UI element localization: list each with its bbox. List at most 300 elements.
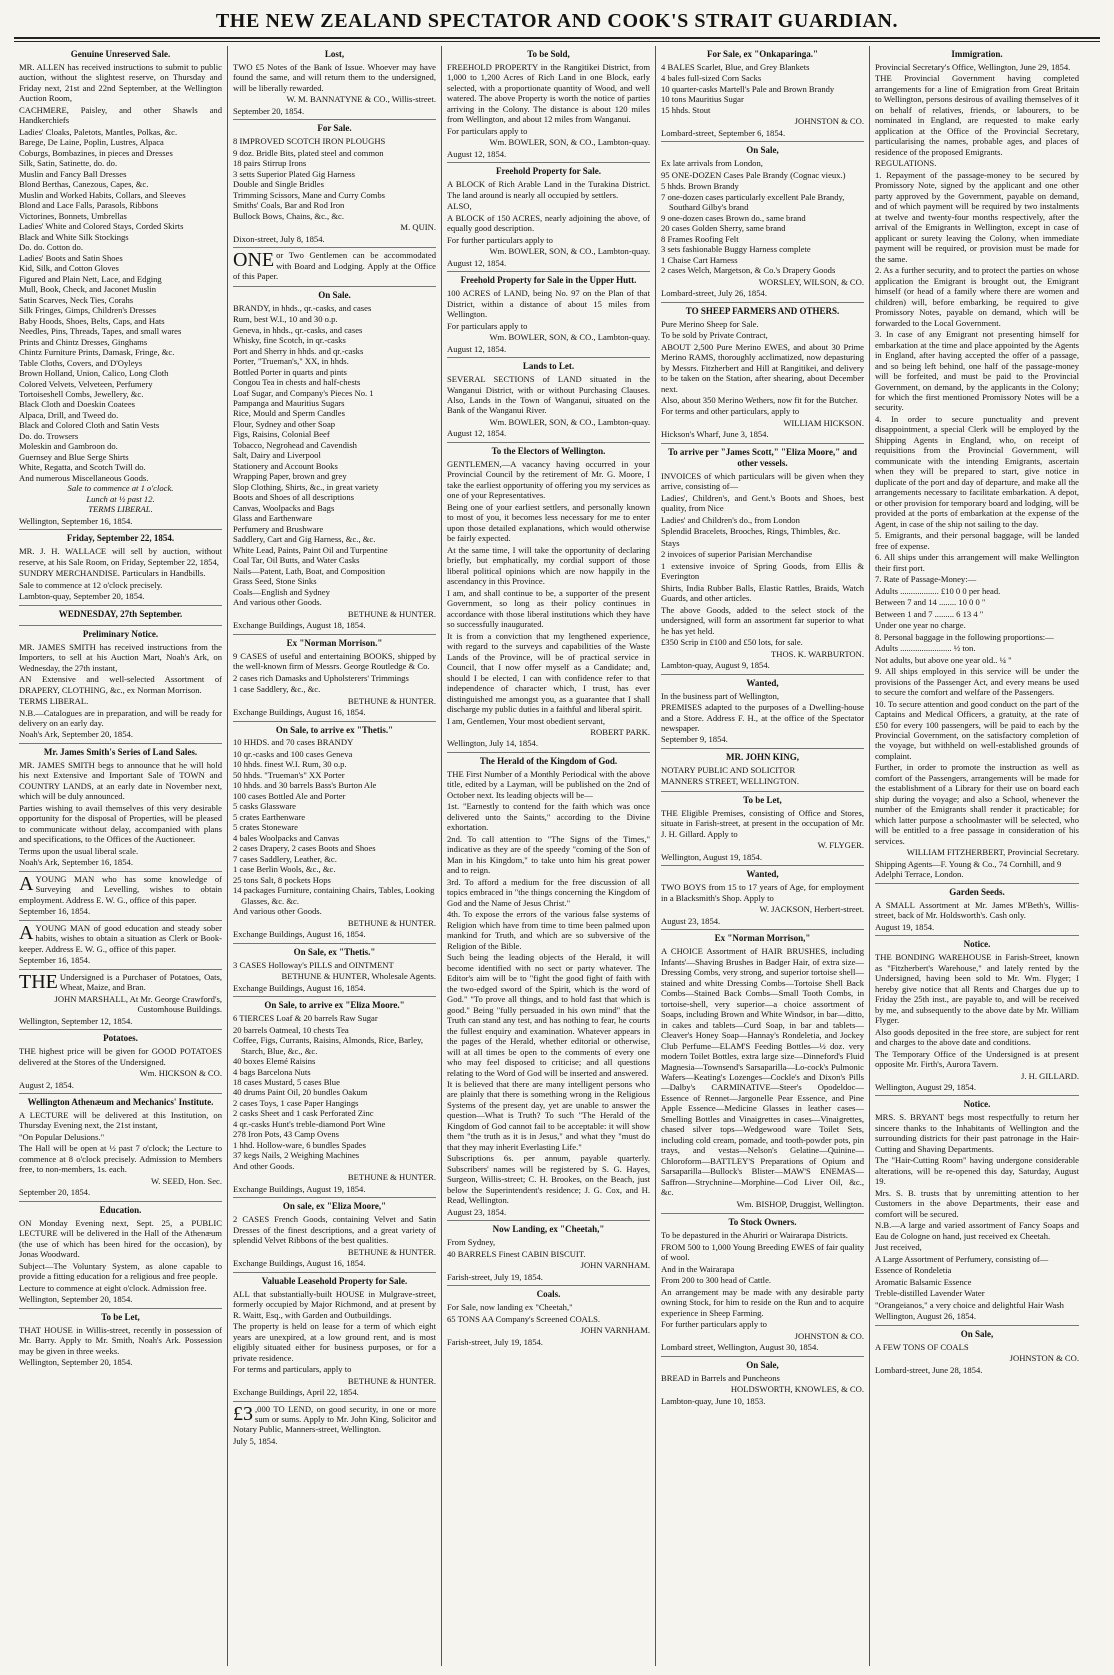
ad-paragraph: THE Undersigned is a Purchaser of Potatoes, Oats, Wheat, Maize, and Bran. <box>19 970 222 993</box>
ad-heading: Ex "Norman Morrison." <box>286 637 383 648</box>
ad-heading: On Sale. <box>318 289 351 300</box>
ad-date: Exchange Buildings, April 22, 1854. <box>233 1387 359 1398</box>
ad-paragraph: For further particulars apply to <box>661 1319 767 1330</box>
ad-list-item: Victorines, Bonnets, Umbrellas <box>19 210 127 221</box>
advertisement <box>19 1094 222 1202</box>
ad-date: Exchange Buildings, August 19, 1854. <box>233 1183 366 1194</box>
ad-heading: The Herald of the Kingdom of God. <box>479 755 618 766</box>
ad-signature: JOHNSTON & CO. <box>794 1330 864 1341</box>
advertisement <box>661 675 864 749</box>
ad-list-item: Silk, Satin, Satinette, do. do. <box>19 158 118 169</box>
advertisement <box>447 163 650 272</box>
ad-list-item: 10 hhds. and 30 barrels Bass's Burton Ale <box>233 780 377 791</box>
ad-paragraph: Not adults, but above one year old.. ¼ " <box>875 654 1012 665</box>
ad-list-item: Canvas, Woolpacks and Bags <box>233 502 335 513</box>
ad-paragraph: 2. As a further security, and to protect the parties on whose application the Emigrant is brought out, the Emigrant himself (or head of a family where there are women and children) will, before embarking, be required to give Promissory Notes, payable on demand, which will be forwarded to the Local Government. <box>875 265 1079 328</box>
ad-list-item: 4 bales full-sized Corn Sacks <box>661 73 762 84</box>
advertisement <box>661 46 864 142</box>
ad-date: Lombard-street, September 6, 1854. <box>661 127 786 138</box>
ad-list-item: Baby Hoods, Shoes, Belts, Caps, and Hats <box>19 315 165 326</box>
ad-paragraph: A SMALL Assortment at Mr. James M'Beth's, Willis-street, back of Mr. Holdsworth's. Cash only. <box>875 899 1079 921</box>
advertisement <box>875 884 1079 936</box>
ad-paragraph: THE Provincial Government having completed arrangements for a line of Emigration from Great Britain to Wellington, persons desirous of availing themselves of it on behalf of relatives, friends, or labourers, to be nominated in England, are requested to make early application at the Office of the Provincial Secretary, particularising the names, probable ages, and places of residence of the proposed Emigrants. <box>875 73 1079 157</box>
ad-paragraph: 6 TIERCES Loaf & 20 barrels Raw Sugar <box>233 1013 378 1024</box>
ad-paragraph: ONE or Two Gentlemen can be accommodated with Board and Lodging. Apply at the Office of this Paper. <box>233 249 436 282</box>
drop-cap: ONE <box>233 249 275 272</box>
ad-list-item: Coburgs, Bombazines, in pieces and Dresses <box>19 147 173 158</box>
ad-list-item: Muslin and Worked Habits, Collars, and Sleeves <box>19 189 186 200</box>
ad-heading: To be Let, <box>101 1311 140 1322</box>
ad-heading: On Sale, to arrive ex "Thetis." <box>275 724 394 735</box>
ad-date: Lambton-quay, June 10, 1853. <box>661 1395 766 1406</box>
ad-heading: To be Sold, <box>527 49 570 59</box>
advertisement <box>19 1030 222 1094</box>
ad-paragraph: 65 TONS AA Company's Screened COALS. <box>447 1313 601 1324</box>
ad-signature: WILLIAM FITZHERBERT, Provincial Secretary. <box>906 847 1079 858</box>
ad-paragraph: 4. In order to secure punctuality and prevent disappointment, a special Clerk will be employed by the Shipping Agents in England, who, on receipt of requisitions from the Provincial Government, will communicate with the intending Emigrants, ascertain when they will be prepared to start, give notice in duplicate of the port and day of departure, and make all the arrangements necessary to facilitate embarkation. A depot, or other provision for temporary board and lodging, will be provided at the ports of embarkation at the expense of the Agent, in case of the ship not sailing to the day. <box>875 413 1079 529</box>
ad-heading: To be Let, <box>743 794 782 805</box>
ad-date: Lombard-street, July 26, 1854. <box>661 288 767 299</box>
ad-paragraph: BRANDY, in hhds., qr.-casks, and cases <box>233 302 372 313</box>
ad-signature: Wm. BOWLER, SON, & CO., Lambton-quay. <box>489 332 650 343</box>
ad-list-item: Stationery and Account Books <box>233 460 338 471</box>
ad-list-item: 5 casks Glassware <box>233 801 297 812</box>
ad-paragraph: SEVERAL SECTIONS of LAND situated in the Wanganui District, with or without Purchasing Clauses. Also, Lands in the Town of Wanganui, situated on the Bank of the Wanganui River. <box>447 374 650 416</box>
ad-list-item: Nails—Patent, Lath, Boat, and Composition <box>233 565 386 576</box>
ad-list-item: Congou Tea in chests and half-chests <box>233 377 361 388</box>
column-4 <box>656 46 870 1666</box>
ad-list-item: Coal Tar, Oil Butts, and Water Casks <box>233 555 360 566</box>
ad-date: September 16, 1854. <box>19 955 91 966</box>
ad-paragraph: Lecture to commence at eight o'clock. Admission free. <box>19 1282 207 1293</box>
ad-signature: W. SEED, Hon. Sec. <box>150 1175 222 1186</box>
advertisement <box>661 930 864 1214</box>
ad-list-item: 5 crates Earthenware <box>233 811 306 822</box>
ad-list-item: Smiths' Coals, Bar and Rod Iron <box>233 200 345 211</box>
ad-list-item: Rum, best W.I., 10 and 30 o.p. <box>233 314 338 325</box>
ad-paragraph: 10. To secure attention and good conduct on the part of the Captains and Medical Officers, a gratuity, at the rate of £50 for every 100 passengers, will be paid to each by the Provincial Government, on the satisfactory completion of the voyage, but withheld on well-established grounds of complaint. <box>875 698 1079 761</box>
ad-signature: BETHUNE & HUNTER. <box>347 1375 436 1386</box>
ad-paragraph: FREEHOLD PROPERTY in the Rangitikei District, from 1,000 to 1,200 Acres of Rich Land in one Block, early selected, with a proportionate quantity of Wood, and well watered. The above Property is worth the notice of parties arriving in the Colony. The distance is about 120 miles from Wellington, and about 12 miles from Wanganui. <box>447 61 650 125</box>
ad-heading: To the Electors of Wellington. <box>491 445 606 456</box>
advertisement <box>447 1286 650 1350</box>
ad-paragraph: MANNERS STREET, WELLINGTON. <box>661 776 799 787</box>
ad-date: Wellington, July 14, 1854. <box>447 738 538 749</box>
advertisement <box>661 303 864 444</box>
ad-heading: Genuine Unreserved Sale. <box>70 49 171 59</box>
ad-paragraph: 40 BARRELS Finest CABIN BISCUIT. <box>447 1248 586 1259</box>
advertisement <box>19 744 222 872</box>
ad-paragraph: Shirts, India Rubber Balls, Elastic Rattles, Braids, Watch Guards, and other articles. <box>661 582 864 604</box>
ad-list-item: 2 cases Welch, Margetson, & Co.'s Drapery Goods <box>661 265 836 276</box>
ad-heading: On Sale, to arrive ex "Eliza Moore." <box>264 1000 405 1011</box>
ad-date: Lombard street, Wellington, August 30, 1854. <box>661 1342 819 1353</box>
ad-list-item: 20 barrels Oatmeal, 10 chests Tea <box>233 1024 349 1035</box>
ad-list-item: Boots and Shoes of all descriptions <box>233 492 355 503</box>
ad-date: Shipping Agents—F. Young & Co., 74 Cornhill, and 9 Adelphi Terrace, London. <box>875 858 1062 880</box>
ad-list-item: Chintz Furniture Prints, Damask, Fringe, &c. <box>19 347 175 358</box>
advertisement <box>447 272 650 358</box>
advertisement <box>661 866 864 930</box>
ad-paragraph: Also goods deposited in the free store, are subject for rent and charges to the above date and conditions. <box>875 1026 1079 1048</box>
ad-list-item: 1 Chaise Cart Harness <box>661 254 738 265</box>
ad-paragraph: A LECTURE will be delivered at this Institution, on Thursday Evening next, the 21st instant, <box>19 1109 222 1131</box>
advertisement <box>19 626 222 744</box>
ad-paragraph: ALL that substantially-built HOUSE in Mulgrave-street, formerly occupied by Major Richmond, and at present by R. Waitt, Esq., with Garden and Outbuildings. <box>233 1288 436 1320</box>
ad-paragraph: ABOUT 2,500 Pure Merino EWES, and about 30 Prime Merino RAMS, thoroughly acclimatized, now depasturing by Messrs. Fitzherbert and Hill at Rangitikei, and delivery to be taken on the Station, after shearing, about December next. <box>661 341 864 394</box>
ad-date: August 12, 1854. <box>447 428 507 439</box>
advertisement <box>661 1214 864 1356</box>
ad-paragraph: AN Extensive and well-selected Assortment of DRAPERY, CLOTHING, &c., ex Norman Morrison. <box>19 674 222 695</box>
ad-list-item: Alpaca, Drill, and Tweed do. <box>19 409 119 420</box>
ad-paragraph: Ladies' and Children's do., from London <box>661 514 800 525</box>
advertisement <box>19 921 222 970</box>
advertisement <box>875 936 1079 1096</box>
ad-paragraph: From Sydney, <box>447 1237 496 1248</box>
ad-paragraph: The "Hair-Cutting Room" having undergone considerable alterations, will be re-opened this day, Saturday, August 19. <box>875 1155 1079 1187</box>
ad-paragraph: MR. ALLEN has received instructions to submit to public auction, without the slightest reserve, on Thursday and Friday next, 21st and 22nd September, at the Wellington Auction Room, <box>19 61 222 104</box>
ad-list-item: 9 one-dozen cases Brown do., same brand <box>661 212 806 223</box>
ad-paragraph: I am, Gentlemen, Your most obedient servant, <box>447 715 606 726</box>
ad-heading: Wanted, <box>746 869 779 880</box>
ad-paragraph: N.B.—Catalogues are in preparation, and will be ready for delivery on an early day. <box>19 707 222 728</box>
ad-date: Farish-street, July 19, 1854. <box>447 1336 543 1347</box>
ad-heading: Now Landing, ex "Cheetah," <box>492 1224 605 1235</box>
ad-date: August 23, 1854. <box>661 915 721 926</box>
ad-paragraph: Terms upon the usual liberal scale. <box>19 845 139 856</box>
advertisement <box>233 287 436 635</box>
advertisement <box>19 606 222 626</box>
advertisement <box>233 248 436 286</box>
advertisement <box>875 1096 1079 1325</box>
ad-list-item: Blond and Lace Falls, Parasols, Ribbons <box>19 200 159 211</box>
ad-heading: Education. <box>99 1204 142 1215</box>
ad-paragraph: The property is held on lease for a term of which eight years are unexpired, at a low ground rent, and is most eligibly situated either for business purposes, or for a private residence. <box>233 1321 436 1363</box>
ad-list-item: 7 cases Saddlery, Leather, &c. <box>233 853 337 864</box>
ad-date: Noah's Ark, September 20, 1854. <box>19 729 133 740</box>
ad-paragraph: TERMS LIBERAL. <box>19 696 89 707</box>
ad-paragraph: THE Eligible Premises, consisting of Office and Stores, situate in Farish-street, at present in the occupation of Mr. J. H. Gillard. Apply to <box>661 807 864 839</box>
ad-paragraph: 5. Emigrants, and their personal baggage, will be landed free of expense. <box>875 530 1079 551</box>
ad-date: Lambton-quay, August 9, 1854. <box>661 660 770 671</box>
ad-date: Exchange Buildings, August 18, 1854. <box>233 620 366 631</box>
ad-date: July 5, 1854. <box>233 1435 278 1446</box>
ad-paragraph: Treble-distilled Lavender Water <box>875 1288 985 1299</box>
ad-list-item: 100 cases Bottled Ale and Porter <box>233 790 346 801</box>
ad-signature: JOHNSTON & CO. <box>794 116 864 127</box>
ad-list-item: Ladies' White and Colored Stays, Corded Skirts <box>19 221 184 232</box>
ad-list-item: 10 tons Mauritius Sugar <box>661 94 744 105</box>
ad-heading: To arrive per "James Scott," "Eliza Moore," and other vessels. <box>667 446 858 468</box>
ad-list-item: 40 drums Paint Oil, 20 bundles Oakum <box>233 1087 368 1098</box>
ad-signature: Wm. BOWLER, SON, & CO., Lambton-quay. <box>489 246 650 257</box>
ad-heading: Ex "Norman Morrison," <box>714 933 811 944</box>
ad-paragraph: 1 case Saddlery, &c., &c. <box>233 684 321 695</box>
ad-date: Wellington, August 26, 1854. <box>875 1311 977 1322</box>
ad-list-item: Barege, De Laine, Poplin, Lustres, Alpaca <box>19 137 164 148</box>
ad-list-item: White Lead, Paints, Paint Oil and Turpentine <box>233 544 388 555</box>
ad-paragraph: A FEW TONS OF COALS <box>875 1341 969 1352</box>
ad-heading: Garden Seeds. <box>949 886 1005 897</box>
ad-note: TERMS LIBERAL. <box>88 504 153 515</box>
ad-paragraph: MR. JAMES SMITH has received instructions from the Importers, to sell at his Auction Mart, Noah's Ark, on Wednesday, the 27th instant, <box>19 641 222 673</box>
advertisement <box>233 1198 436 1272</box>
ad-paragraph: Between 1 and 7 ......... 6 13 4 " <box>875 608 984 619</box>
ad-list-item: 9 doz. Bridle Bits, plated steel and common <box>233 147 384 158</box>
ad-paragraph: For further particulars apply to <box>447 234 553 245</box>
ad-signature: BETHUNE & HUNTER. <box>347 608 436 619</box>
ad-paragraph: 4 BALES Scarlet, Blue, and Grey Blankets <box>661 61 810 72</box>
ad-signature: W. JACKSON, Herbert-street. <box>759 904 864 915</box>
ad-date: September 20, 1854. <box>233 105 305 116</box>
ad-heading: Freehold Property for Sale in the Upper Hutt. <box>460 275 637 286</box>
ad-list-item: 50 hhds. "Trueman's" XX Porter <box>233 769 345 780</box>
ad-paragraph: Between 7 and 14 ........ 10 0 0 " <box>875 597 986 608</box>
ad-list-item: Figs, Raisins, Colonial Beef <box>233 429 330 440</box>
ad-signature: BETHUNE & HUNTER. <box>347 917 436 928</box>
ad-list-item: 2 cases Drapery, 2 cases Boots and Shoes <box>233 843 376 854</box>
ad-list-item: Glass and Earthenware <box>233 513 313 524</box>
column-5 <box>870 46 1084 1666</box>
ad-paragraph: N.B.—A large and varied assortment of Fancy Soaps and Eau de Cologne on hand, just received ex Cheetah. <box>875 1220 1079 1241</box>
ad-paragraph: ON Monday Evening next, Sept. 25, a PUBLIC LECTURE will be delivered in the Hall of the Athenæum (the use of which has been hired for the occasion), by Jonas Woodward. <box>19 1217 222 1260</box>
ad-paragraph: 8 IMPROVED SCOTCH IRON PLOUGHS <box>233 136 386 147</box>
ad-list-item: Perfumery and Brushware <box>233 523 324 534</box>
ad-paragraph: In the business part of Wellington, <box>661 690 780 701</box>
ad-paragraph: 100 ACRES of LAND, being No. 97 on the Plan of that District, within a distance of about 15 miles from Wellington. <box>447 288 650 320</box>
ad-heading: MR. JOHN KING, <box>726 751 799 762</box>
ad-paragraph: Under one year no charge. <box>875 620 966 631</box>
ad-heading: Valuable Leasehold Property for Sale. <box>261 1275 408 1286</box>
ad-list-item: 5 hhds. Brown Brandy <box>661 181 739 192</box>
ad-list-item: Figured and Plain Nett, Lace, and Edging <box>19 273 162 284</box>
advertisement <box>233 635 436 722</box>
ad-date: Wellington, August 29, 1854. <box>875 1081 977 1092</box>
ad-paragraph: Stays <box>661 537 680 548</box>
ad-paragraph: It is believed that there are many intelligent persons who are plainly that there is something wrong in the Religious Systems of the present day, yet are unable to answer the question—What is Truth? To such "The Herald of the Kingdom of God cannot fail to be acceptable: it will show them "the truth as it is in Jesus," and what they "must do that they may inherit Everlasting Life." <box>447 1078 650 1152</box>
ad-list-item: Loaf Sugar, and Company's Pieces No. 1 <box>233 387 374 398</box>
ad-list-item: Black Cloth and Doeskin Coatees <box>19 399 135 410</box>
ad-list-item: Wrapping Paper, brown and grey <box>233 471 347 482</box>
ad-heading: Freehold Property for Sale. <box>496 166 601 177</box>
ad-list-item: Whisky, fine Scotch, in qr.-casks <box>233 335 346 346</box>
ad-date: August 12, 1854. <box>447 148 507 159</box>
ad-heading: On Sale, ex "Thetis." <box>293 946 376 957</box>
ad-list-item: Ladies' Boots and Satin Shoes <box>19 252 123 263</box>
advertisement <box>233 722 436 944</box>
ad-paragraph: CACHMERE, Paisley, and other Shawls and Handkerchiefs <box>19 104 222 126</box>
ad-list-item: Black and White Silk Stockings <box>19 231 129 242</box>
columns <box>14 46 1100 1666</box>
ad-heading: WEDNESDAY, 27th September. <box>58 608 183 619</box>
ad-paragraph: For Sale, now landing ex "Cheetah," <box>447 1302 573 1313</box>
ad-signature: WORSLEY, WILSON, & CO. <box>758 276 864 287</box>
column-2 <box>228 46 442 1666</box>
ad-list-item: 25 tons Salt, 8 pockets Hops <box>233 874 331 885</box>
ad-date: Lambton-quay, September 20, 1854. <box>19 591 145 602</box>
ad-signature: W. FLYGER. <box>817 840 864 851</box>
ad-signature: BETHUNE & HUNTER. <box>347 1172 436 1183</box>
ad-list-item: 4 qr.-casks Hunt's treble-diamond Port Wine <box>233 1118 386 1129</box>
ad-paragraph: The Hall will be open at ½ past 7 o'clock; the Lecture to commence at 8 o'clock precisely. Admission to Members free, to non-members, 1s. each. <box>19 1143 222 1175</box>
ad-list-item: Tortoiseshell Combs, Jewellery, &c. <box>19 388 144 399</box>
ad-paragraph: "Orangeianos," a very choice and delightful Hair Wash <box>875 1299 1064 1310</box>
ad-list-item: Guernsey and Blue Serge Shirts <box>19 451 129 462</box>
ad-list-item: Porter, "Trueman's," XX, in hhds. <box>233 356 349 367</box>
ad-paragraph: 2 cases rich Damasks and Upholsterers' Trimmings <box>233 672 409 683</box>
ad-paragraph: GENTLEMEN,—A vacancy having occurred in your Provincial Council by the retirement of Mr. G. Moore, I take the earliest opportunity of offering you my services as one of your Representatives. <box>447 458 650 501</box>
ad-note: Sale to commence at 1 o'clock. <box>67 483 174 494</box>
ad-paragraph: Subject—The Voluntary System, as alone capable to provide a fitting education for a religious and free people. <box>19 1260 222 1282</box>
ad-list-item: Pampanga and Mauritius Sugars <box>233 397 345 408</box>
ad-paragraph: "On Popular Delusions." <box>19 1131 105 1142</box>
advertisement <box>19 970 222 1030</box>
ad-list-item: Flour, Sydney and other Soap <box>233 418 336 429</box>
ad-paragraph: Such being the leading objects of the Herald, it will become identified with no sect or party whatever. The Editor's aim will be to "fight the good fight of faith with the two-edged sword of the Spirit, which is the word of God." "To prove all things, and to hold fast that which is good." Being "fully persuaded in his own mind" that the Truth can stand any test, and has nothing to fear, he courts the fullest enquiry and examination. Whatever appears in the pages of the Herald, whether editorial or otherwise, will at all times be open to the comments of every one who may feel disposed to criticise; and all questions relating to the Word of God will be inserted and answered. <box>447 952 650 1078</box>
ad-signature: BETHUNE & HUNTER. <box>347 1246 436 1257</box>
advertisement <box>233 944 436 997</box>
ad-paragraph: MR. JAMES SMITH begs to announce that he will hold his next Extensive and Important Sale of TOWN and COUNTRY LANDS, at an early date in November next, which will be duly announced. <box>19 759 222 802</box>
ad-heading: Coals. <box>536 1289 561 1300</box>
ad-note: Lunch at ½ past 12. <box>86 493 155 504</box>
ad-list-item: Kid, Silk, and Cotton Gloves <box>19 263 119 274</box>
ad-paragraph: 4th. To expose the errors of the various false systems of Religion which have from time to time been palmed upon mankind for Truth, and which are so subversive of the Religion of the Bible. <box>447 909 650 951</box>
ad-list-item: 5 crates Stoneware <box>233 822 298 833</box>
ad-paragraph: 10 HHDS. and 70 cases BRANDY <box>233 737 354 748</box>
ad-list-item: 18 pairs Stirrup Irons <box>233 158 307 169</box>
ad-heading: Notice. <box>963 939 991 950</box>
advertisement <box>233 1273 436 1402</box>
ad-list-item: Coffee, Figs, Currants, Raisins, Almonds, Rice, Barley, Starch, Blue, &c., &c. <box>233 1035 424 1056</box>
advertisement <box>661 142 864 302</box>
column-3 <box>442 46 656 1666</box>
ad-list-item: Satin Scarves, Neck Ties, Corahs <box>19 294 134 305</box>
drop-cap: THE <box>19 970 58 993</box>
ad-heading: Preliminary Notice. <box>82 628 159 639</box>
advertisement <box>19 872 222 921</box>
ad-signature: J. H. GILLARD. <box>1020 1070 1079 1081</box>
ad-paragraph: A YOUNG MAN of good education and steady sober habits, wishes to obtain a situation as Clerk or Book-keeper. Address E. W. G., office of this paper. <box>19 921 222 954</box>
advertisement <box>661 792 864 866</box>
ad-paragraph: Provincial Secretary's Office, Wellington, June 29, 1854. <box>875 61 1071 72</box>
ad-list-item: White, Regatta, and Scotch Twill do. <box>19 462 146 473</box>
advertisement <box>447 443 650 753</box>
ad-paragraph: Aromatic Balsamic Essence <box>875 1276 972 1287</box>
ad-heading: On Sale, <box>746 145 779 156</box>
ad-paragraph: BREAD in Barrels and Puncheons <box>661 1372 780 1383</box>
ad-paragraph: MR. J. H. WALLACE will sell by auction, without reserve, at his Sale Room, on Friday, September 22, 1854, <box>19 546 222 567</box>
ad-list-item: Needles, Pins, Threads, Tapes, and small wares <box>19 326 182 337</box>
ad-paragraph: An arrangement may be made with any desirable party owning Stock, for him to reside on the Run and to acquire experience in Sheep Farming. <box>661 1286 864 1318</box>
ad-list-item: 37 kegs Nails, 2 Weighing Machines <box>233 1150 360 1161</box>
ad-paragraph: REGULATIONS. <box>875 158 937 169</box>
ad-list-item: Salt, Dairy and Liverpool <box>233 450 321 461</box>
advertisement <box>233 120 436 248</box>
ad-date: September 20, 1854. <box>19 1187 91 1198</box>
ad-date: Wellington, September 20, 1854. <box>19 1294 133 1305</box>
ad-date: September 16, 1854. <box>19 906 91 917</box>
ad-paragraph: A YOUNG MAN who has some knowledge of Surveying and Levelling, wishes to obtain employment. Address E. W. G., office of this paper. <box>19 872 222 905</box>
ad-list-item: 2 cases Toys, 1 case Paper Hangings <box>233 1097 359 1108</box>
ad-paragraph: 3 CASES Holloway's PILLS and OINTMENT <box>233 959 394 970</box>
ad-list-item: And other Goods. <box>233 1160 295 1171</box>
advertisement <box>233 1402 436 1450</box>
ad-heading: On Sale, <box>960 1328 994 1339</box>
ad-paragraph: ALSO, <box>447 201 472 212</box>
ad-paragraph: And in the Wairarapa <box>661 1263 735 1274</box>
drop-cap: A <box>19 872 34 895</box>
ad-paragraph: Ex late arrivals from London, <box>661 158 763 169</box>
ad-signature: ROBERT PARK. <box>590 727 650 737</box>
ad-date: Noah's Ark, September 16, 1854. <box>19 857 133 868</box>
drop-cap: A <box>19 921 34 944</box>
ad-paragraph: 1st. "Earnestly to contend for the faith which was once delivered unto the Saints," according to the Divine exhortation. <box>447 801 650 833</box>
ad-paragraph: A BLOCK of Rich Arable Land in the Turakina District. The land around is nearly all occupied by settlers. <box>447 179 650 200</box>
ad-list-item: Double and Single Bridles <box>233 179 324 190</box>
ad-paragraph: Parties wishing to avail themselves of this very desirable opportunity for the disposal of Properties, will be pleased to communicate without delay, accompanied with plans and specifications, to the Offices of the Auctioneer. <box>19 802 222 845</box>
ad-paragraph: At the same time, I will take the opportunity of declaring briefly, but emphatically, my cordial support of those liberal political opinions which are now happily in the ascendancy in this Province. <box>447 544 650 587</box>
ad-date: August 12, 1854. <box>447 343 507 354</box>
ad-list-item: 1 hhd. Hollow-ware, 6 bundles Spades <box>233 1139 366 1150</box>
ad-date: Farish-street, July 19, 1854. <box>447 1271 543 1282</box>
ad-paragraph: 6. All ships under this arrangement will make Wellington their first port. <box>875 552 1079 573</box>
ad-signature: Wm. HICKSON & CO. <box>139 1068 222 1079</box>
advertisement <box>233 46 436 120</box>
advertisement <box>447 358 650 443</box>
ad-list-item: Mull, Book, Check, and Jaconet Muslin <box>19 284 157 295</box>
ad-list-item: And various other Goods. <box>233 906 322 917</box>
ad-paragraph: Just received, <box>875 1242 922 1253</box>
ad-paragraph: Sale to commence at 12 o'clock precisely. <box>19 579 163 590</box>
ad-paragraph: FROM 500 to 1,000 Young Breeding EWES of fair quality of wool. <box>661 1241 864 1263</box>
ad-heading: Lands to Let. <box>522 361 575 372</box>
ad-list-item: Grass Seed, Stone Sinks <box>233 576 317 587</box>
advertisement <box>233 997 436 1198</box>
advertisement <box>447 1221 650 1286</box>
ad-date: Lombard-street, June 28, 1854. <box>875 1364 983 1375</box>
ad-date: August 12, 1854. <box>447 257 507 268</box>
ad-list-item: Table Cloths, Covers, and D'Oyleys <box>19 357 143 368</box>
ad-paragraph: A Large Assortment of Perfumery, consisting of— <box>875 1253 1049 1264</box>
ad-signature: WILLIAM HICKSON. <box>783 417 864 428</box>
ad-signature: THOS. K. WARBURTON. <box>771 648 864 659</box>
ad-paragraph: PREMISES adapted to the purposes of a Dwelling-house and a Store. Address F. H., at the office of the Spectator newspaper. <box>661 702 864 733</box>
ad-list-item: Muslin and Fancy Ball Dresses <box>19 168 127 179</box>
ad-signature: Wm. BOWLER, SON, & CO., Lambton-quay. <box>489 137 650 148</box>
ad-signature: Wm. BISHOP, Druggist, Wellington. <box>736 1198 864 1209</box>
ad-list-item: Brown Holland, Union, Calico, Long Cloth <box>19 368 169 379</box>
ad-list-item: Bullock Bows, Chains, &c., &c. <box>233 210 344 221</box>
ad-date: Dixon-street, July 8, 1854. <box>233 233 325 244</box>
ad-paragraph: 1. Repayment of the passage-money to be secured by Promissory Note, signed by the applicant and one other party approved by the Government, payable on demand, and of which payment will be required by two instalments at twelve and twenty-four months respectively, after the arrival of the Emigrants in Wellington, except in case of applicant or surety leaving the Colony, when immediate payment will be required, or provision must be made for the same. <box>875 169 1079 264</box>
ad-list-item: Black and Colored Cloth and Satin Vests <box>19 420 160 431</box>
ad-date: Exchange Buildings, August 16, 1854. <box>233 929 366 940</box>
advertisement <box>447 46 650 163</box>
drop-cap: £3 <box>233 1402 253 1425</box>
ad-paragraph: A CHOICE Assortment of HAIR BRUSHES, including Infants'—Shaving Brushes in Badger Hair, of extra size—Dressing Combs, very strong, and superior tortoise shell—stained and white Dressing Combs—Tortoise Shell Back Combs—Stained Back Combs—Small Tooth Combs, in tortoise-shell, very superior—a choice assortment of Soaps, including Brown and White Windsor, in bar—ditto, in cakes and tablets—Curd Soap, in bar and tablets—Cleaver's Honey Soap—Hannay's Rondeletia, and Jockey Club Perfume—ELAM'S Feeding Bottles—½ doz. very modern Toilet Bottles, extra large size—Dinneford's Fluid Magnesia—Townsend's Sarsaparilla—Lo-cock's Pulmonic Wafers—Keating's Lozenges—Cockle's and Dixon's Pills—Dalby's CARMINATIVE—Steer's Opodeldoc—Essence of Rennet—Jargonelle Pear Essence, and Pine Apple Essence—Medicine Glasses in leather cases—Smelling Bottles and Vinaigrettes in cases—Vinaigrettes, chased silver tops—Wedgewood ware Toilet Sets, including cold cream, pomade, and tooth-powder pots, pin trays, and vestas—Nelson's Gelatine—Quinine—Chloroform—BATTLEY'S Preparations of Opium and Sarsaparilla—Bullock's Blister—MAW'S ENEMAS—Saffron—Strychnine—Morphine—Cod Liver Oil, &c., &c. <box>661 946 864 1198</box>
ad-list-item: And numerous Miscellaneous Goods. <box>19 472 149 483</box>
advertisement <box>19 1202 222 1309</box>
ad-heading: Wellington Athenæum and Mechanics' Institute. <box>27 1096 214 1107</box>
advertisement <box>875 1326 1079 1378</box>
ad-paragraph: TWO £5 Notes of the Bank of Issue. Whoever may have found the same, and will return them to the undersigned, will be liberally rewarded. <box>233 61 436 93</box>
ad-list-item: Bottled Porter in quarts and pints <box>233 366 347 377</box>
ad-paragraph: 3rd. To afford a medium for the free discussion of all topics embraced in "the things concerning the Kingdom of God and the Name of Jesus Christ." <box>447 876 650 908</box>
ad-paragraph: I am, and shall continue to be, a supporter of the present Government, so long as their policy continues in accordance with those liberal institutions which they have so successfully inaugurated. <box>447 587 650 630</box>
ad-date: Wellington, September 20, 1854. <box>19 1357 133 1368</box>
advertisement <box>19 46 222 530</box>
ad-signature: BETHUNE & HUNTER. <box>347 695 436 706</box>
